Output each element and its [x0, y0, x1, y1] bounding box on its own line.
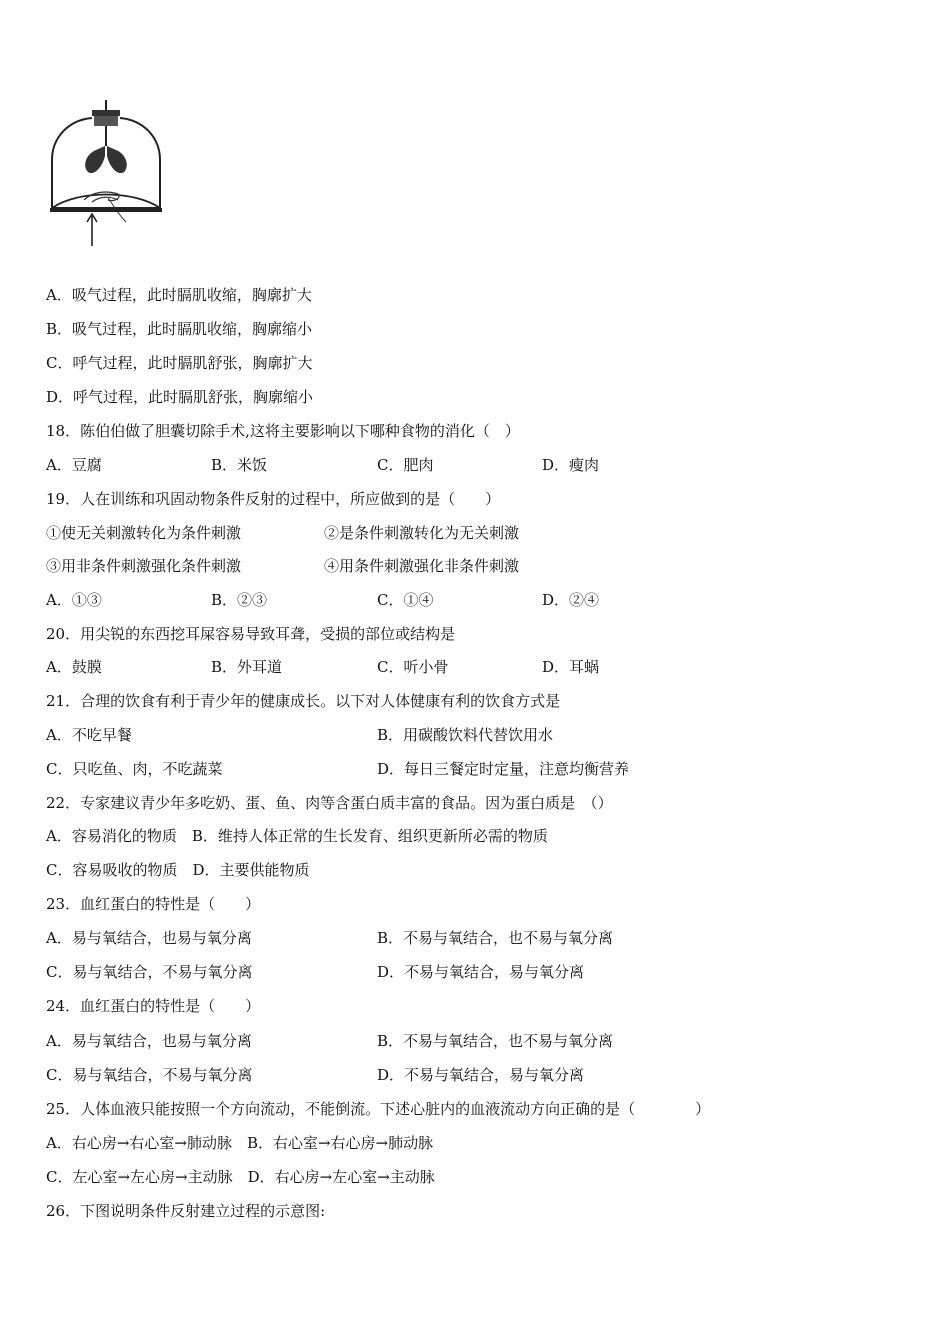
q19-option-c[interactable]: C．①④ — [377, 591, 434, 609]
q17-option-d[interactable]: D．呼气过程，此时膈肌舒张，胸廓缩小 — [46, 388, 314, 406]
q18-stem: 18．陈伯伯做了胆囊切除手术,这将主要影响以下哪种食物的消化（ ） — [46, 422, 520, 440]
q19-item-1: ①使无关刺激转化为条件刺激 — [46, 524, 242, 542]
q21-options-row1 — [46, 724, 906, 746]
q24-option-b[interactable]: B．不易与氧结合，也不易与氧分离 — [377, 1032, 614, 1050]
q19-option-b[interactable]: B．②③ — [211, 591, 268, 609]
q26-stem: 26．下图说明条件反射建立过程的示意图: — [46, 1202, 326, 1220]
q18-option-c[interactable]: C．肥肉 — [377, 456, 434, 474]
q18-option-b[interactable]: B．米饭 — [211, 456, 268, 474]
q25-options-line1[interactable]: A．右心房→右心室→肺动脉 B．右心室→右心房→肺动脉 — [46, 1134, 434, 1152]
q23-options-row2 — [46, 961, 906, 983]
q23-stem: 23．血红蛋白的特性是（ ） — [46, 895, 261, 913]
q21-stem: 21．合理的饮食有利于青少年的健康成长。以下对人体健康有利的饮食方式是 — [46, 692, 561, 710]
q25-stem: 25．人体血液只能按照一个方向流动，不能倒流。下述心脏内的血液流动方向正确的是（ ） — [46, 1100, 711, 1118]
q21-option-d[interactable]: D．每日三餐定时定量，注意均衡营养 — [377, 760, 630, 778]
q23-option-a[interactable]: A．易与氧结合，也易与氧分离 — [46, 929, 252, 947]
q24-option-c[interactable]: C．易与氧结合，不易与氧分离 — [46, 1066, 253, 1084]
q20-option-c[interactable]: C．听小骨 — [377, 658, 449, 676]
q21-options-row2 — [46, 758, 906, 780]
q24-option-d[interactable]: D．不易与氧结合，易与氧分离 — [377, 1066, 585, 1084]
q19-stem: 19．人在训练和巩固动物条件反射的过程中，所应做到的是（ ） — [46, 490, 501, 508]
q19-items-row1 — [46, 522, 906, 544]
q17-option-b[interactable]: B．吸气过程，此时膈肌收缩，胸廓缩小 — [46, 320, 313, 338]
q21-option-a[interactable]: A．不吃早餐 — [46, 726, 132, 744]
q20-options — [46, 656, 906, 678]
q19-item-3: ③用非条件刺激强化条件刺激 — [46, 557, 242, 575]
q19-item-4: ④用条件刺激强化非条件刺激 — [324, 557, 520, 575]
q24-options-row2 — [46, 1064, 906, 1086]
bell-jar-breathing-model-figure — [48, 98, 164, 250]
q19-option-d[interactable]: D．②④ — [542, 591, 600, 609]
q22-options-line1[interactable]: A．容易消化的物质 B．维持人体正常的生长发育、组织更新所必需的物质 — [46, 827, 548, 845]
q21-option-c[interactable]: C．只吃鱼、肉，不吃蔬菜 — [46, 760, 223, 778]
q19-option-a[interactable]: A．①③ — [46, 591, 102, 609]
q20-option-a[interactable]: A．鼓膜 — [46, 658, 102, 676]
q17-option-a[interactable]: A．吸气过程，此时膈肌收缩，胸廓扩大 — [46, 286, 312, 304]
q23-options-row1 — [46, 927, 906, 949]
q20-option-b[interactable]: B．外耳道 — [211, 658, 283, 676]
q24-options-row1 — [46, 1030, 906, 1052]
q18-option-a[interactable]: A．豆腐 — [46, 456, 102, 474]
q17-option-c[interactable]: C．呼气过程，此时膈肌舒张，胸廓扩大 — [46, 354, 313, 372]
q18-options — [46, 454, 906, 476]
q22-stem: 22．专家建议青少年多吃奶、蛋、鱼、肉等含蛋白质丰富的食品。因为蛋白质是 （） — [46, 794, 613, 812]
q23-option-c[interactable]: C．易与氧结合，不易与氧分离 — [46, 963, 253, 981]
q20-option-d[interactable]: D．耳蜗 — [542, 658, 600, 676]
q23-option-d[interactable]: D．不易与氧结合，易与氧分离 — [377, 963, 585, 981]
q19-items-row2 — [46, 555, 906, 577]
q20-stem: 20．用尖锐的东西挖耳屎容易导致耳聋，受损的部位或结构是 — [46, 625, 456, 643]
q22-options-line2[interactable]: C．容易吸收的物质 D．主要供能物质 — [46, 861, 310, 879]
q24-option-a[interactable]: A．易与氧结合，也易与氧分离 — [46, 1032, 252, 1050]
q19-item-2: ②是条件刺激转化为无关刺激 — [324, 524, 520, 542]
q18-option-d[interactable]: D．瘦肉 — [542, 456, 600, 474]
q24-stem: 24．血红蛋白的特性是（ ） — [46, 997, 261, 1015]
q19-options — [46, 589, 906, 611]
q23-option-b[interactable]: B．不易与氧结合，也不易与氧分离 — [377, 929, 614, 947]
q21-option-b[interactable]: B．用碳酸饮料代替饮用水 — [377, 726, 554, 744]
q25-options-line2[interactable]: C．左心室→左心房→主动脉 D．右心房→左心室→主动脉 — [46, 1168, 435, 1186]
